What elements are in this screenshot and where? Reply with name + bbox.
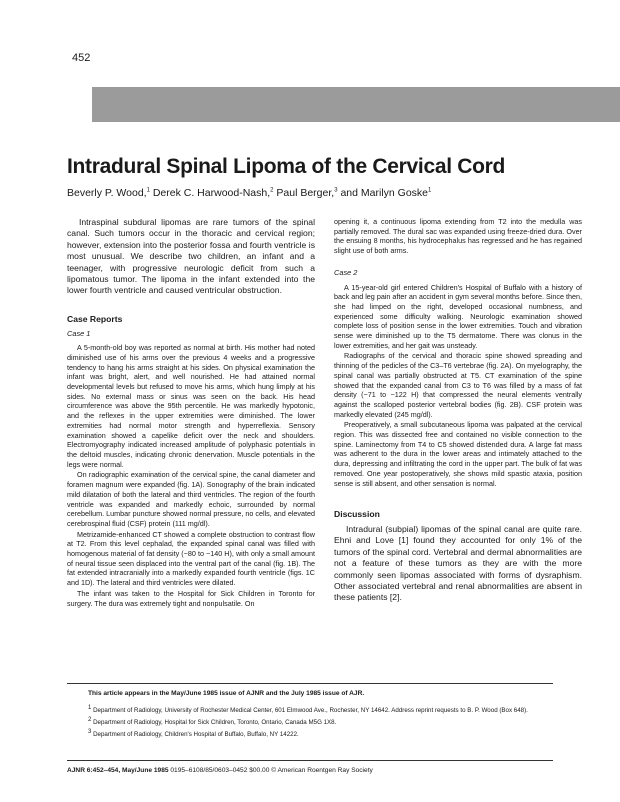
footnote-mark: 1 — [88, 705, 92, 711]
affiliation-mark: 1 — [428, 187, 432, 194]
journal-citation — [67, 767, 373, 774]
affiliation-mark: 3 — [334, 187, 338, 194]
footnote-text: Department of Radiology, University of Rochester Medical Center, 601 Elmwood Ave., Rochester, NY 14642. Address reprint requests to B. P. Wood (Box 648). — [91, 707, 528, 715]
footnote — [88, 716, 553, 727]
publication-notice: This article appears in the May/June 1985 issue of AJNR and the July 1985 issue of AJR. — [88, 690, 365, 697]
affiliation-mark: 1 — [146, 187, 150, 194]
case1-heading: Case 1 — [67, 328, 91, 338]
left-column — [67, 217, 315, 609]
author-name: Derek C. Harwood-Nash, — [152, 187, 271, 199]
case1-paragraph: Metrizamide-enhanced CT showed a complete obstruction to contrast flow at T2. From this level cephalad, the expanded spinal canal was filled with homogenous material of fat density (−80 to −140 H), with only a small amount of neural tissue seen displaced into the ventral part of the canal (fig. 1B). The fat extended intracranially into a markedly expanded fourth ventricle (figs. 1C and 1D). The lateral and third ventricles were dilated. — [67, 529, 315, 588]
author-list — [67, 187, 431, 199]
footnote — [88, 728, 553, 739]
affiliation-mark: 2 — [270, 187, 274, 194]
footnotes — [88, 704, 553, 740]
author-name: Paul Berger, — [276, 187, 335, 199]
citation-divider — [67, 760, 553, 761]
case2-paragraph: A 15-year-old girl entered Children's Hospital of Buffalo with a history of back and leg pain after an accident in gym several months before. Since then, she had limped on the right, developed occasional numbness, and experienced some difficulty walking. Neurologic examination showed complete loss of position sense in the lower extremities. Touch and vibration sense were diminished up to the T5 dermatome. There was clonus in the lower extremities, and her gait was unsteady. — [334, 282, 582, 350]
footnote-text: Department of Radiology, Children's Hospital of Buffalo, Buffalo, NY 14222. — [91, 731, 299, 739]
author-name: Beverly P. Wood, — [67, 187, 147, 199]
footnote-text: Department of Radiology, Hospital for Sick Children, Toronto, Ontario, Canada M5G 1X8. — [91, 719, 337, 727]
discussion-paragraph: Intradural (subpial) lipomas of the spinal canal are quite rare. Ehni and Love [1] found they accounted for only 1% of the tumors of the spinal cord. Vertebral and dermal abnormalities are not a feature of these tumors as they are with the more commonly seen lipomas associated with forms of dysraphism. Other associated vertebral and renal abnormalities are absent in these patients [2]. — [334, 523, 582, 603]
article-title: Intradural Spinal Lipoma of the Cervical Cord — [67, 155, 506, 178]
footnote-mark: 2 — [88, 717, 92, 724]
case1-paragraph: The infant was taken to the Hospital for Sick Children in Toronto for surgery. The dura was extremely tight and nonpulsatile. On — [67, 588, 315, 608]
abstract: Intraspinal subdural lipomas are rare tumors of the spinal canal. Such tumors occur in the thoracic and cervical region; however, extension into the posterior fossa and fourth ventricle is most unusual. We describe two children, an infant and a teenager, with progressive neurologic deficit from such a lipomatous tumor. The lipoma in the infant extended into the lower fourth ventricle and caused ventricular obstruction. — [67, 217, 315, 296]
case1-paragraph: A 5-month-old boy was reported as normal at birth. His mother had noted diminished use of his arms over the previous 4 weeks and a progressive tendency to hang his arms straight at his sides. On physical examination the infant was bright, alert, and well nourished. He had attained normal developmental levels but refused to move his arms, which hung limply at his sides. No external mass or sinus was seen on the back. His head circumference was above the 95th percentile. He was markedly hypotonic, and the reflexes in the upper extremities were diminished. The lower extremities had normal motor strength and hyperreflexia. Sensory examination showed a capelike deficit over the neck and shoulders. Electromyography indicated increased amplitude of polyphasic potentials in the deltoid muscles, indicating chronic denervation. Muscle potentials in the legs were normal. — [67, 343, 315, 469]
footnote-divider — [67, 683, 553, 684]
case-reports-heading: Case Reports — [67, 313, 123, 324]
citation-details: 0195–6108/85/0603–0452 $00.00 © American Roentgen Ray Society — [168, 767, 373, 774]
right-column — [334, 217, 582, 604]
journal-reference: AJNR 6:452–454, May/June 1985 — [67, 767, 169, 774]
case2-paragraph: Radiographs of the cervical and thoracic spine showed spreading and thinning of the pedicles of the C3–T6 vertebrae (fig. 2A). On myelography, the spinal canal was partially obstructed at T5. CT examination of the spine showed that the expanded canal from C3 to T6 was filled by a mass of fat density (−71 to −122 H) that compressed the neural elements ventrally against the scalloped posterior vertebral bodies (fig. 2B). CSF protein was markedly elevated (245 mg/dl). — [334, 351, 582, 419]
footnote — [88, 704, 553, 715]
discussion-heading: Discussion — [334, 509, 380, 520]
case1-paragraph: On radiographic examination of the cervical spine, the canal diameter and foramen magnum were expanded (fig. 1A). Sonography of the brain indicated mild dilatation of both the lateral and third ventricles. The region of the fourth ventricle was expanded and markedly echoic, surrounded by normal cerebellum. Lumbar puncture showed normal pressure, no cells, and elevated cerebrospinal fluid (CSF) protein (111 mg/dl). — [67, 470, 315, 528]
case2-paragraph: Preoperatively, a small subcutaneous lipoma was palpated at the cervical region. This was dissected free and contained no visible connection to the spine. Laminectomy from T4 to C5 showed distended dura. A large fat mass was adherent to the dura in the lower areas and intimately attached to the dura, depressing and infiltrating the cord in the upper part. The bulk of fat was removed. One year postoperatively, she shows mild spastic ataxia, position sense is still absent, and other sensation is normal. — [334, 420, 582, 488]
footnote-mark: 3 — [88, 729, 92, 736]
case2-heading: Case 2 — [334, 267, 358, 277]
header-bar — [92, 87, 620, 122]
case1-continued-paragraph: opening it, a continuous lipoma extending from T2 into the medulla was partially removed. The dural sac was expanded using freeze-dried dura. Over the ensuing 8 months, his hydrocephalus has regressed and he has regained slight use of both arms. — [334, 217, 582, 256]
page-number: 452 — [72, 52, 91, 64]
author-name: and Marilyn Goske — [340, 187, 429, 199]
